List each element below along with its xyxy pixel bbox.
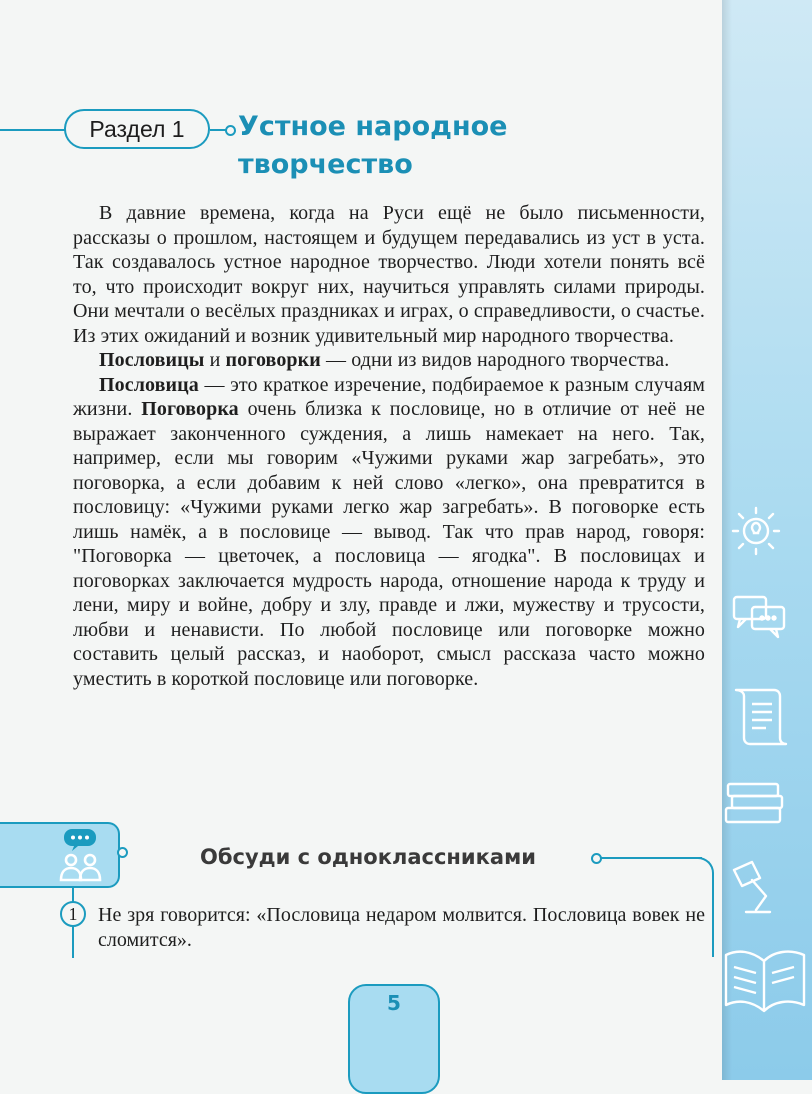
question-text: Не зря говорится: «Пословица недаром молвится. Пословица вовек не сломится».	[98, 904, 705, 951]
books-icon	[722, 768, 812, 838]
desk-lamp-icon	[722, 852, 812, 922]
term-sayings: поговорки	[225, 349, 321, 371]
paragraph-explanation	[73, 373, 705, 692]
scroll-icon	[722, 680, 812, 750]
discussion-icon	[50, 826, 120, 886]
term-saying: Поговорка	[141, 398, 239, 420]
explanation-part1: — это краткое изречение, подбираемое к разным случаям жизни.	[73, 373, 705, 420]
explanation-part2: очень близка к пословице, но в отличие от неё не выражает законченного суждения, а лишь намекает на него. Так, например, если мы говорим «Чужими руками жар загребать», это поговорка, а если добавим к ней слово «легко», она превратится в пословицу: «Чужими руками легко жар загребать». В поговорке есть лишь намёк, а в пословице — вывод. Так что прав народ, говоря: "Поговорка — цветочек, а пословица — ягодка". В пословицах и поговорках заключается мудрость народа, отношение народа к труду и лени, миру и войне, добру и злу, правде и лжи, мужеству и трусости, любви и ненависти. По любой пословице или поговорке можно составить целый рассказ, и наоборот, смысл рассказа часто можно уместить в короткой пословице или поговорке.	[73, 398, 705, 690]
term-proverbs: Пословицы	[99, 349, 205, 371]
chat-bubbles-icon	[722, 585, 812, 655]
open-book-icon	[722, 935, 812, 1035]
discuss-badge	[0, 822, 120, 888]
main-text	[73, 201, 705, 691]
discuss-title-line	[601, 857, 702, 859]
conjunction: и	[204, 349, 226, 371]
paragraph-definition	[73, 348, 705, 373]
page-number: 5	[387, 991, 401, 1015]
section-title	[238, 108, 658, 184]
section-title-line1: Устное народное	[238, 111, 508, 142]
paragraph-intro: В давние времена, когда на Руси ещё не было письменности, рассказы о прошлом, настоящем и будущем передавались из уст в уста. Так создавалось устное народное творчество. Люди хотели понять всё то, что происходит вокруг них, научиться управлять силами природы. Они мечтали о весёлых праздниках и играх, о справедливости, о счастье. Из этих ожиданий и возник удивительный мир народного творчества.	[73, 202, 705, 347]
question-number: 1	[60, 901, 86, 927]
term-proverb: Пословица	[99, 373, 199, 396]
header-connector-dot	[225, 125, 236, 136]
section-line	[0, 129, 66, 131]
gear-lightbulb-icon	[722, 495, 812, 565]
discuss-title: Обсуди с одноклассниками	[200, 845, 536, 869]
section-label: Раздел 1	[64, 109, 210, 149]
paragraph-definition-rest: — одни из видов народного творчества.	[320, 349, 670, 371]
discuss-badge-dot	[117, 847, 128, 858]
section-title-line2: творчество	[238, 149, 413, 180]
